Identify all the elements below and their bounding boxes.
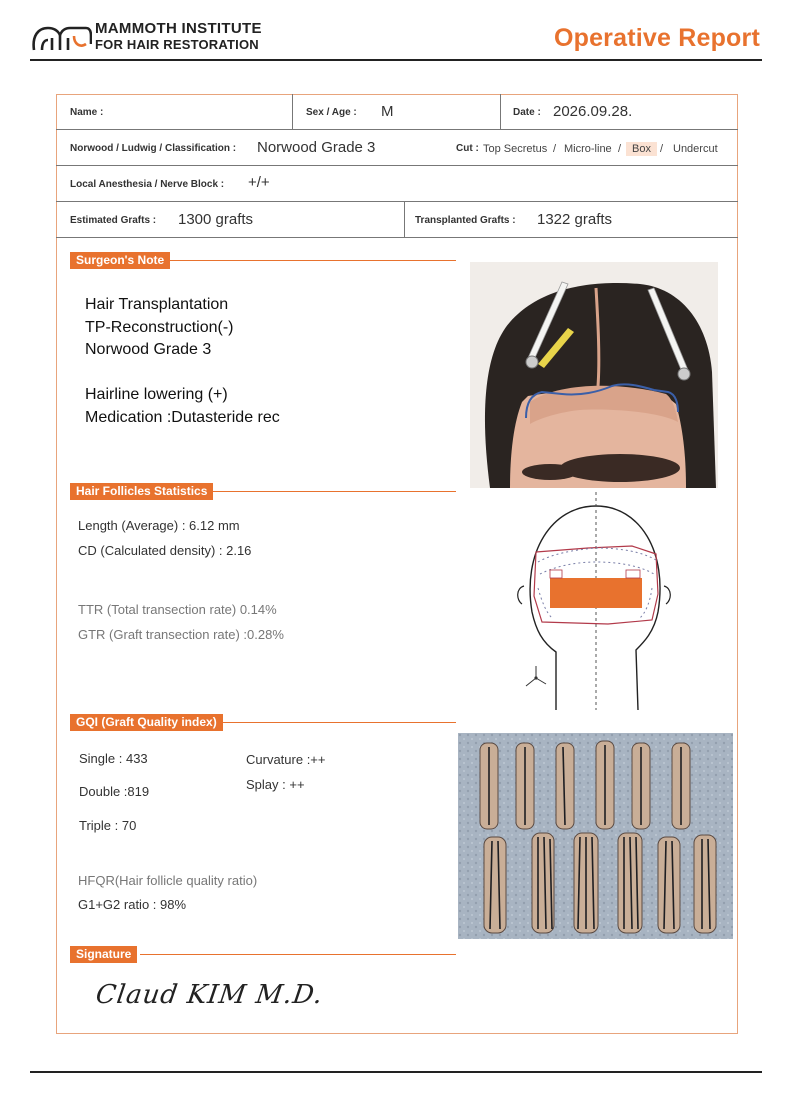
header-divider [30, 59, 762, 61]
cut-option-undercut: Undercut [673, 143, 718, 155]
gqi-heading: GQI (Graft Quality index) [70, 714, 223, 731]
curvature-stat: Curvature :++ [246, 752, 326, 767]
ttr-stat: TTR (Total transection rate) 0.14% [78, 602, 277, 617]
patient-row-1 [56, 94, 738, 130]
note-line [85, 362, 280, 385]
surgeon-signature: Claud KIM M.D. [93, 980, 326, 1010]
length-stat: Length (Average) : 6.12 mm [78, 518, 240, 533]
note-line: Medication :Dutasteride rec [85, 408, 280, 426]
triple-count: Triple : 70 [79, 818, 137, 833]
patient-row-2: Norwood / Ludwig / Classification : Norwood Grade 3 Cut : Top Secretus / Micro-line / Box / Undercut [56, 130, 738, 166]
estimated-grafts-label: Estimated Grafts : [70, 215, 157, 226]
cut-option-box-selected: Box [626, 142, 657, 156]
note-line: Hair Transplantation [85, 296, 229, 313]
hairline-photo [470, 262, 718, 488]
gtr-stat: GTR (Graft transection rate) :0.28% [78, 627, 284, 642]
estimated-grafts-value: 1300 grafts [178, 211, 254, 228]
axis-icon [526, 666, 546, 686]
cut-option-top-secretus: Top Secretus [483, 143, 548, 155]
donor-area-diagram [512, 492, 676, 710]
elephant-logo-icon [30, 22, 92, 52]
transplanted-grafts-value: 1322 grafts [537, 211, 613, 228]
anesthesia-label: Local Anesthesia / Nerve Block : [70, 179, 225, 190]
sex-age-value: M [381, 103, 394, 120]
patient-row-3 [56, 166, 738, 202]
transplanted-grafts-label: Transplanted Grafts : [415, 215, 516, 226]
sex-age-label: Sex / Age : [306, 107, 357, 118]
cut-label: Cut : [456, 143, 479, 154]
org-name-line2: FOR HAIR RESTORATION [95, 37, 259, 52]
note-line: Hairline lowering (+) [85, 386, 228, 403]
cut-option-micro-line: Micro-line [564, 143, 612, 155]
footer-divider [30, 1071, 762, 1073]
hfqr-label: HFQR(Hair follicle quality ratio) [78, 873, 258, 888]
anesthesia-value: +/+ [248, 174, 270, 191]
report-title: Operative Report [553, 24, 760, 52]
note-line: Norwood Grade 3 [85, 341, 212, 358]
double-count: Double :819 [79, 784, 150, 799]
follicle-stats-heading: Hair Follicles Statistics [70, 483, 213, 500]
g1g2-ratio: G1+G2 ratio : 98% [78, 897, 187, 912]
surgeon-note-heading: Surgeon's Note [70, 252, 170, 269]
org-name-line1: MAMMOTH INSTITUTE [95, 20, 262, 37]
classification-label: Norwood / Ludwig / Classification : [70, 143, 237, 154]
grafts-photo [458, 733, 733, 939]
date-label: Date : [513, 107, 541, 118]
surgeon-note-text [85, 294, 280, 429]
splay-stat: Splay : ++ [246, 777, 305, 792]
cd-stat: CD (Calculated density) : 2.16 [78, 543, 252, 558]
name-label: Name : [70, 107, 104, 118]
date-value: 2026.09.28. [553, 103, 633, 120]
patient-row-4 [56, 202, 738, 238]
single-count: Single : 433 [79, 751, 148, 766]
note-line: TP-Reconstruction(-) [85, 318, 234, 336]
classification-value: Norwood Grade 3 [257, 139, 376, 156]
signature-heading: Signature [70, 946, 137, 963]
